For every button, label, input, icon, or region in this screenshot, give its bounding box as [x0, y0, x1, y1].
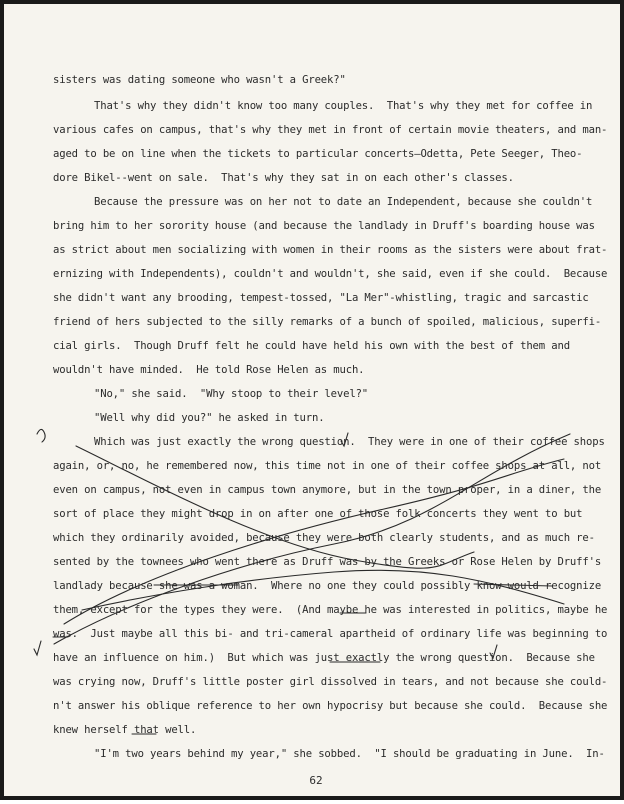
text-line: various cafes on campus, that's why they met in front of certain movie theaters, and man- — [53, 124, 608, 136]
text-line: "Well why did you?" he asked in turn. — [94, 412, 325, 424]
text-line: landlady because she was a woman. Where no one they could possibly know would recognize — [53, 580, 602, 592]
text-line: even on campus, not even in campus town anymore, but in the town proper, in a diner, the — [53, 484, 602, 496]
checkmark-mark — [34, 641, 41, 655]
text-line: sisters was dating someone who wasn't a Greek?" — [53, 74, 346, 86]
page-number: 62 — [309, 774, 323, 787]
text-line: "I'm two years behind my year," she sobbed. "I should be graduating in June. In- — [94, 748, 605, 760]
text-line: That's why they didn't know too many couples. That's why they met for coffee in — [94, 100, 593, 112]
text-line: sort of place they might drop in on after one of those folk concerts they went to but — [53, 508, 583, 520]
text-line: cial girls. Though Druff felt he could have held his own with the best of them and — [53, 340, 570, 352]
text-line: again, or, no, he remembered now, this time not in one of their coffee shops at all, not — [53, 460, 602, 472]
text-line: Because the pressure was on her not to date an Independent, because she couldn't — [94, 196, 593, 208]
text-line: bring him to her sorority house (and because the landlady in Druff's boarding house was — [53, 220, 595, 232]
text-line: sented by the townees who went there as Druff was by the Greeks or Rose Helen by Druff's — [53, 556, 602, 568]
text-line: knew herself that well. — [53, 724, 197, 736]
text-line: wouldn't have minded. He told Rose Helen as much. — [53, 364, 365, 376]
text-line: have an influence on him.) But which was just exactly the wrong question. Because she — [53, 652, 595, 664]
text-line: Which was just exactly the wrong question. They were in one of their coffee shops — [94, 436, 605, 448]
margin-squiggle-mark — [37, 429, 45, 442]
text-line: friend of hers subjected to the silly remarks of a bunch of spoiled, malicious, superfi- — [53, 316, 602, 328]
text-line: them, except for the types they were. (And maybe he was interested in politics, maybe he — [53, 604, 608, 616]
text-line: was crying now, Druff's little poster girl dissolved in tears, and not because she could- — [53, 676, 608, 688]
text-line: n't answer his oblique reference to her own hypocrisy but because she could. Because she — [53, 700, 608, 712]
text-line: which they ordinarily avoided, because they were both clearly students, and as much re- — [53, 532, 595, 544]
text-line: ernizing with Independents), couldn't and wouldn't, she said, even if she could. Because — [53, 268, 608, 280]
text-line: aged to be on line when the tickets to particular concerts—Odetta, Pete Seeger, Theo- — [53, 148, 583, 160]
text-line: "No," she said. "Why stoop to their level?" — [94, 388, 369, 400]
text-line: as strict about men socializing with women in their rooms as the sisters were about frat- — [53, 244, 608, 256]
text-line: dore Bikel--went on sale. That's why they sat in on each other's classes. — [53, 172, 514, 184]
text-line: was. Just maybe all this bi- and tri-cameral apartheid of ordinary life was beginning to — [53, 628, 608, 640]
text-line: she didn't want any brooding, tempest-tossed, "La Mer"-whistling, tragic and sarcastic — [53, 292, 589, 304]
